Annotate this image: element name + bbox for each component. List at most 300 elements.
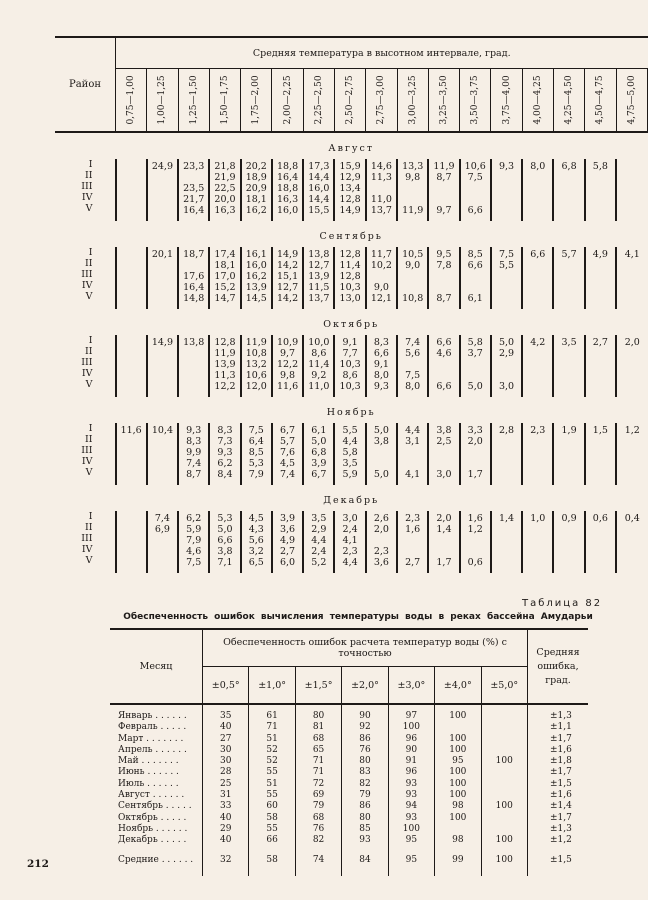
temperature-cell	[147, 335, 178, 397]
temperature-value	[117, 381, 146, 392]
temperature-cell	[366, 159, 397, 221]
temperature-cell	[491, 335, 522, 397]
temperature-value	[461, 370, 490, 381]
temperature-cell	[366, 247, 397, 309]
temperature-value: 5,6	[405, 348, 421, 359]
temperature-value: 14,9	[276, 249, 299, 260]
probability-value: 65	[295, 745, 341, 756]
probability-value: 98	[435, 801, 481, 812]
temperature-value: 9,0	[405, 260, 421, 271]
temperature-cell	[616, 511, 648, 573]
page-number: 212	[27, 858, 49, 870]
temperature-cell	[178, 423, 209, 485]
temperature-value: 10,0	[308, 337, 330, 348]
temperature-value	[148, 557, 177, 568]
temperature-value: 15,9	[339, 161, 361, 172]
temperature-value: 21,9	[214, 172, 236, 183]
temperature-value: 11,3	[214, 370, 236, 381]
temperature-value	[617, 183, 648, 194]
temperature-value	[117, 194, 146, 205]
temperature-value: 10,9	[276, 337, 299, 348]
temperature-cell	[178, 335, 209, 397]
region-label: II	[84, 258, 93, 269]
temperature-value	[523, 436, 552, 447]
temperature-cell	[272, 335, 303, 397]
temperature-value: 18,8	[276, 183, 299, 194]
temperature-value	[117, 260, 146, 271]
table-row	[110, 790, 588, 801]
temperature-value: 15,5	[308, 205, 330, 216]
month-section-title: Август	[328, 142, 375, 154]
temperature-value	[554, 546, 583, 557]
temperature-value	[554, 535, 583, 546]
probability-value: 52	[249, 756, 295, 767]
probability-value: 40	[203, 813, 249, 824]
month-name: Март . . . . . . .	[110, 734, 203, 745]
temperature-value: 8,7	[436, 293, 452, 304]
temperature-value	[367, 535, 396, 546]
temperature-value: 2,5	[436, 436, 452, 447]
probability-value: 68	[295, 734, 341, 745]
probability-value: 93	[342, 835, 388, 846]
temperature-value: 2,0	[624, 337, 640, 348]
temperature-value: 11,9	[214, 348, 236, 359]
temperature-value: 12,2	[214, 381, 236, 392]
avg-error-value: ±1,7	[550, 767, 572, 778]
temperature-value: 16,1	[245, 249, 267, 260]
temperature-value: 6,6	[373, 348, 389, 359]
probability-value: 99	[435, 855, 481, 876]
temperature-value: 12,8	[339, 249, 361, 260]
interval-label: 1,50—1,75	[219, 75, 230, 125]
temperature-value: 7,9	[248, 469, 264, 480]
temperature-value: 9,3	[217, 447, 233, 458]
temperature-value	[523, 535, 552, 546]
temperature-value: 6,6	[436, 381, 452, 392]
temperature-cell	[553, 335, 584, 397]
temperature-value: 4,4	[311, 535, 327, 546]
probability-value	[481, 824, 527, 835]
temperature-value: 4,2	[530, 337, 546, 348]
region-label: IV	[81, 368, 93, 379]
temperature-value: 8,3	[217, 425, 233, 436]
temperature-value: 1,9	[561, 425, 577, 436]
temperature-value	[492, 436, 521, 447]
probability-value: 58	[249, 855, 295, 876]
temperature-value: 7,6	[279, 447, 296, 458]
month-name: Средние . . . . . .	[110, 855, 203, 876]
month-name: Сентябрь . . . . .	[110, 801, 203, 812]
temperature-value: 11,4	[339, 260, 361, 271]
avg-error-value: ±1,7	[550, 733, 572, 744]
probability-value: 94	[388, 801, 434, 812]
column-header-interval	[460, 69, 491, 133]
temperature-value: 3,7	[467, 348, 483, 359]
temperature-value: 5,7	[561, 249, 577, 260]
temperature-value	[398, 183, 427, 194]
temperature-value	[586, 194, 615, 205]
column-header-interval	[428, 69, 459, 133]
month-data-block	[55, 423, 648, 485]
temperature-cell	[491, 511, 522, 573]
probability-value: 95	[388, 835, 434, 846]
probability-value: 71	[295, 767, 341, 778]
column-header-avg-error: Средняя ошибка, град.	[528, 629, 589, 704]
temperature-value	[179, 172, 208, 183]
temperature-cell	[147, 247, 178, 309]
temperature-value	[523, 293, 552, 304]
temperature-value: 6,4	[248, 436, 264, 447]
temperature-cell	[522, 159, 553, 221]
temperature-value: 6,8	[561, 161, 577, 172]
temperature-value	[117, 205, 146, 216]
temperature-value: 14,4	[308, 172, 330, 183]
temperature-value: 7,1	[217, 557, 233, 568]
temperature-value	[117, 557, 146, 568]
probability-value: 84	[342, 855, 388, 876]
interval-label: 4,25—4,50	[564, 75, 575, 125]
temperature-value: 4,5	[279, 458, 296, 469]
temperature-cell	[334, 511, 365, 573]
temperature-value: 16,0	[276, 205, 299, 216]
temperature-value	[586, 436, 615, 447]
temperature-value: 1,7	[467, 469, 483, 480]
temperature-cell	[553, 511, 584, 573]
temperature-value: 10,4	[151, 425, 173, 436]
temperature-value	[148, 381, 177, 392]
temperature-value: 1,4	[436, 524, 452, 535]
temperature-value	[429, 194, 458, 205]
temperature-value	[429, 282, 458, 293]
temperature-value	[586, 524, 615, 535]
temperature-value	[523, 183, 552, 194]
temperature-value	[554, 458, 583, 469]
table-82-error-probability	[110, 628, 588, 876]
probability-value: 83	[342, 767, 388, 778]
temperature-value: 5,8	[592, 161, 608, 172]
avg-error-value: ±1,3	[550, 823, 572, 834]
temperature-cell	[334, 247, 365, 309]
interval-label: 1,25—1,50	[188, 75, 199, 125]
temperature-value: 6,2	[186, 513, 202, 524]
probability-value: 79	[295, 801, 341, 812]
temperature-value: 3,8	[373, 436, 389, 447]
temperature-value	[148, 172, 177, 183]
temperature-cell	[397, 159, 428, 221]
column-header-interval	[209, 69, 240, 133]
temperature-value: 8,0	[405, 381, 421, 392]
temperature-value: 5,0	[498, 337, 515, 348]
month-section-title: Ноябрь	[326, 406, 376, 418]
temperature-cell	[366, 423, 397, 485]
interval-label: 3,00—3,25	[407, 75, 418, 125]
temperature-value	[492, 183, 521, 194]
temperature-value	[586, 535, 615, 546]
temperature-value: 9,8	[279, 370, 296, 381]
temperature-value	[523, 194, 552, 205]
probability-value: 100	[435, 767, 481, 778]
temperature-value: 6,6	[217, 535, 233, 546]
avg-error-value: ±1,4	[550, 801, 572, 812]
temperature-value	[554, 271, 583, 282]
temperature-value: 3,2	[248, 546, 264, 557]
temperature-value: 8,3	[186, 436, 202, 447]
probability-value: 30	[203, 745, 249, 756]
probability-value: 71	[249, 722, 295, 733]
temperature-value	[492, 271, 521, 282]
temperature-value: 7,5	[498, 249, 515, 260]
temperature-cell	[428, 423, 459, 485]
temperature-value: 0,6	[592, 513, 608, 524]
temperature-value: 10,6	[464, 161, 486, 172]
column-header-accuracy: ±2,0°	[342, 667, 388, 705]
temperature-value: 11,9	[245, 337, 267, 348]
region-label: III	[81, 181, 93, 192]
temperature-value: 2,9	[311, 524, 327, 535]
temperature-cell	[397, 335, 428, 397]
probability-value: 52	[249, 745, 295, 756]
temperature-value	[617, 546, 648, 557]
region-label: V	[85, 555, 93, 566]
temperature-value	[429, 447, 458, 458]
temperature-value	[117, 183, 146, 194]
probability-value: 82	[342, 779, 388, 790]
temperature-value	[148, 436, 177, 447]
temperature-value: 5,6	[248, 535, 264, 546]
region-label: I	[88, 335, 93, 346]
column-header-month: Месяц	[110, 629, 203, 704]
temperature-value	[367, 183, 396, 194]
probability-value: 72	[295, 779, 341, 790]
temperature-value	[523, 260, 552, 271]
temperature-value	[117, 172, 146, 183]
temperature-value	[398, 194, 427, 205]
column-header-interval	[366, 69, 397, 133]
temperature-value	[492, 194, 521, 205]
temperature-value: 4,4	[342, 436, 358, 447]
temperature-value	[179, 370, 208, 381]
temperature-value: 9,1	[342, 337, 358, 348]
temperature-value	[523, 271, 552, 282]
probability-value: 55	[249, 767, 295, 778]
temperature-cell	[460, 423, 491, 485]
temperature-value: 11,0	[370, 194, 392, 205]
table-row	[110, 824, 588, 835]
temperature-value	[554, 205, 583, 216]
temperature-value: 7,5	[467, 172, 483, 183]
temperature-value: 13,9	[308, 271, 330, 282]
month-name: Май . . . . . . .	[110, 756, 203, 767]
temperature-value	[117, 458, 146, 469]
temperature-value: 10,8	[402, 293, 424, 304]
temperature-value: 11,6	[276, 381, 299, 392]
temperature-value: 7,3	[217, 436, 233, 447]
temperature-value	[523, 447, 552, 458]
table-row	[110, 801, 588, 812]
month-name: Июнь . . . . . .	[110, 767, 203, 778]
probability-value: 30	[203, 756, 249, 767]
table-82-label: Таблица 82	[522, 598, 603, 609]
month-section-title: Октябрь	[323, 318, 380, 330]
temperature-cell	[585, 511, 616, 573]
temperature-value	[617, 260, 648, 271]
probability-value: 100	[388, 824, 434, 835]
probability-value	[481, 704, 527, 722]
avg-error-value: ±1,2	[550, 835, 572, 846]
temperature-cell	[522, 335, 553, 397]
temperature-cell	[147, 159, 178, 221]
temperature-value: 2,7	[592, 337, 608, 348]
temperature-value: 6,2	[217, 458, 233, 469]
temperature-value: 12,8	[214, 337, 236, 348]
temperature-value	[617, 469, 648, 480]
temperature-value: 4,1	[342, 535, 358, 546]
temperature-value	[492, 458, 521, 469]
temperature-value	[617, 447, 648, 458]
temperature-value: 11,5	[308, 282, 330, 293]
temperature-value	[492, 535, 521, 546]
temperature-value: 1,2	[467, 524, 483, 535]
temperature-value	[148, 546, 177, 557]
column-header-interval	[491, 69, 522, 133]
temperature-value: 13,4	[339, 183, 361, 194]
temperature-value: 5,0	[373, 425, 389, 436]
temperature-value	[492, 205, 521, 216]
temperature-value: 6,7	[279, 425, 296, 436]
temperature-value	[617, 282, 648, 293]
temperature-value: 7,7	[342, 348, 358, 359]
temperature-value: 2,3	[405, 513, 421, 524]
temperature-value	[492, 524, 521, 535]
probability-value: 98	[435, 835, 481, 846]
probability-value: 79	[342, 790, 388, 801]
temperature-value	[148, 194, 177, 205]
temperature-value: 6,5	[248, 557, 264, 568]
probability-value: 35	[203, 704, 249, 722]
probability-value: 95	[435, 756, 481, 767]
temperature-value	[523, 524, 552, 535]
temperature-cell	[241, 511, 272, 573]
region-label: I	[88, 511, 93, 522]
temperature-value: 21,7	[183, 194, 205, 205]
probability-value	[481, 767, 527, 778]
temperature-value: 2,0	[467, 436, 483, 447]
temperature-cell	[366, 335, 397, 397]
month-data-block	[55, 247, 648, 309]
temperature-value: 6,7	[311, 469, 327, 480]
temperature-value: 4,9	[279, 535, 296, 546]
probability-value: 61	[249, 704, 295, 722]
probability-value: 91	[388, 756, 434, 767]
temperature-value: 5,3	[217, 513, 233, 524]
temperature-cell	[272, 159, 303, 221]
temperature-value	[617, 205, 648, 216]
temperature-value: 14,8	[183, 293, 205, 304]
interval-label: 4,50—4,75	[595, 75, 606, 125]
temperature-value: 7,5	[405, 370, 421, 381]
temperature-value: 20,2	[245, 161, 267, 172]
temperature-value: 8,5	[467, 249, 483, 260]
temperature-cell	[334, 335, 365, 397]
temperature-value: 5,0	[373, 469, 389, 480]
temperature-value	[554, 194, 583, 205]
interval-label: 3,75—4,00	[501, 75, 512, 125]
temperature-value: 20,1	[151, 249, 173, 260]
temperature-value	[148, 282, 177, 293]
table-row	[110, 722, 588, 733]
temperature-value	[461, 194, 490, 205]
probability-value: 96	[388, 767, 434, 778]
temperature-value	[523, 172, 552, 183]
temperature-value: 6,6	[530, 249, 546, 260]
temperature-value	[429, 458, 458, 469]
temperature-value: 12,2	[276, 359, 299, 370]
temperature-value	[523, 381, 552, 392]
column-header-interval	[303, 69, 334, 133]
temperature-value	[617, 535, 648, 546]
probability-value: 33	[203, 801, 249, 812]
temperature-cell	[147, 423, 178, 485]
temperature-value	[461, 546, 490, 557]
temperature-cell	[616, 423, 648, 485]
temperature-value: 16,4	[183, 205, 205, 216]
region-label: I	[88, 423, 93, 434]
group-header-accuracy: Обеспеченность ошибок расчета температур воды (%) с точностью	[203, 629, 528, 667]
temperature-value	[148, 260, 177, 271]
temperature-value	[179, 348, 208, 359]
probability-value: 76	[342, 745, 388, 756]
probability-value	[481, 813, 527, 824]
temperature-cell	[428, 511, 459, 573]
region-labels	[55, 159, 116, 221]
temperature-value	[461, 535, 490, 546]
temperature-value: 13,8	[308, 249, 330, 260]
temperature-value	[398, 535, 427, 546]
temperature-value: 21,8	[214, 161, 236, 172]
temperature-value	[554, 447, 583, 458]
temperature-value: 2,8	[498, 425, 515, 436]
temperature-value	[117, 293, 146, 304]
temperature-value	[429, 546, 458, 557]
temperature-cell	[272, 423, 303, 485]
temperature-value	[429, 370, 458, 381]
interval-label: 1,00—1,25	[157, 75, 168, 125]
temperature-value	[117, 469, 146, 480]
temperature-value: 4,6	[186, 546, 202, 557]
temperature-value	[117, 535, 146, 546]
probability-value: 100	[435, 790, 481, 801]
temperature-value	[523, 546, 552, 557]
temperature-cell	[272, 247, 303, 309]
probability-value: 100	[435, 704, 481, 722]
temperature-cell	[303, 335, 334, 397]
month-section-title: Декабрь	[323, 494, 380, 506]
temperature-value	[554, 469, 583, 480]
temperature-value	[617, 271, 648, 282]
temperature-value	[117, 513, 146, 524]
temperature-value: 10,5	[402, 249, 424, 260]
probability-value: 93	[388, 790, 434, 801]
region-label: II	[84, 434, 93, 445]
temperature-value	[617, 172, 648, 183]
temperature-value	[429, 535, 458, 546]
temperature-value: 3,6	[373, 557, 389, 568]
temperature-value: 7,4	[405, 337, 421, 348]
temperature-value: 10,6	[245, 370, 267, 381]
temperature-value: 12,0	[245, 381, 267, 392]
temperature-cell	[428, 247, 459, 309]
month-data-block	[55, 511, 648, 573]
